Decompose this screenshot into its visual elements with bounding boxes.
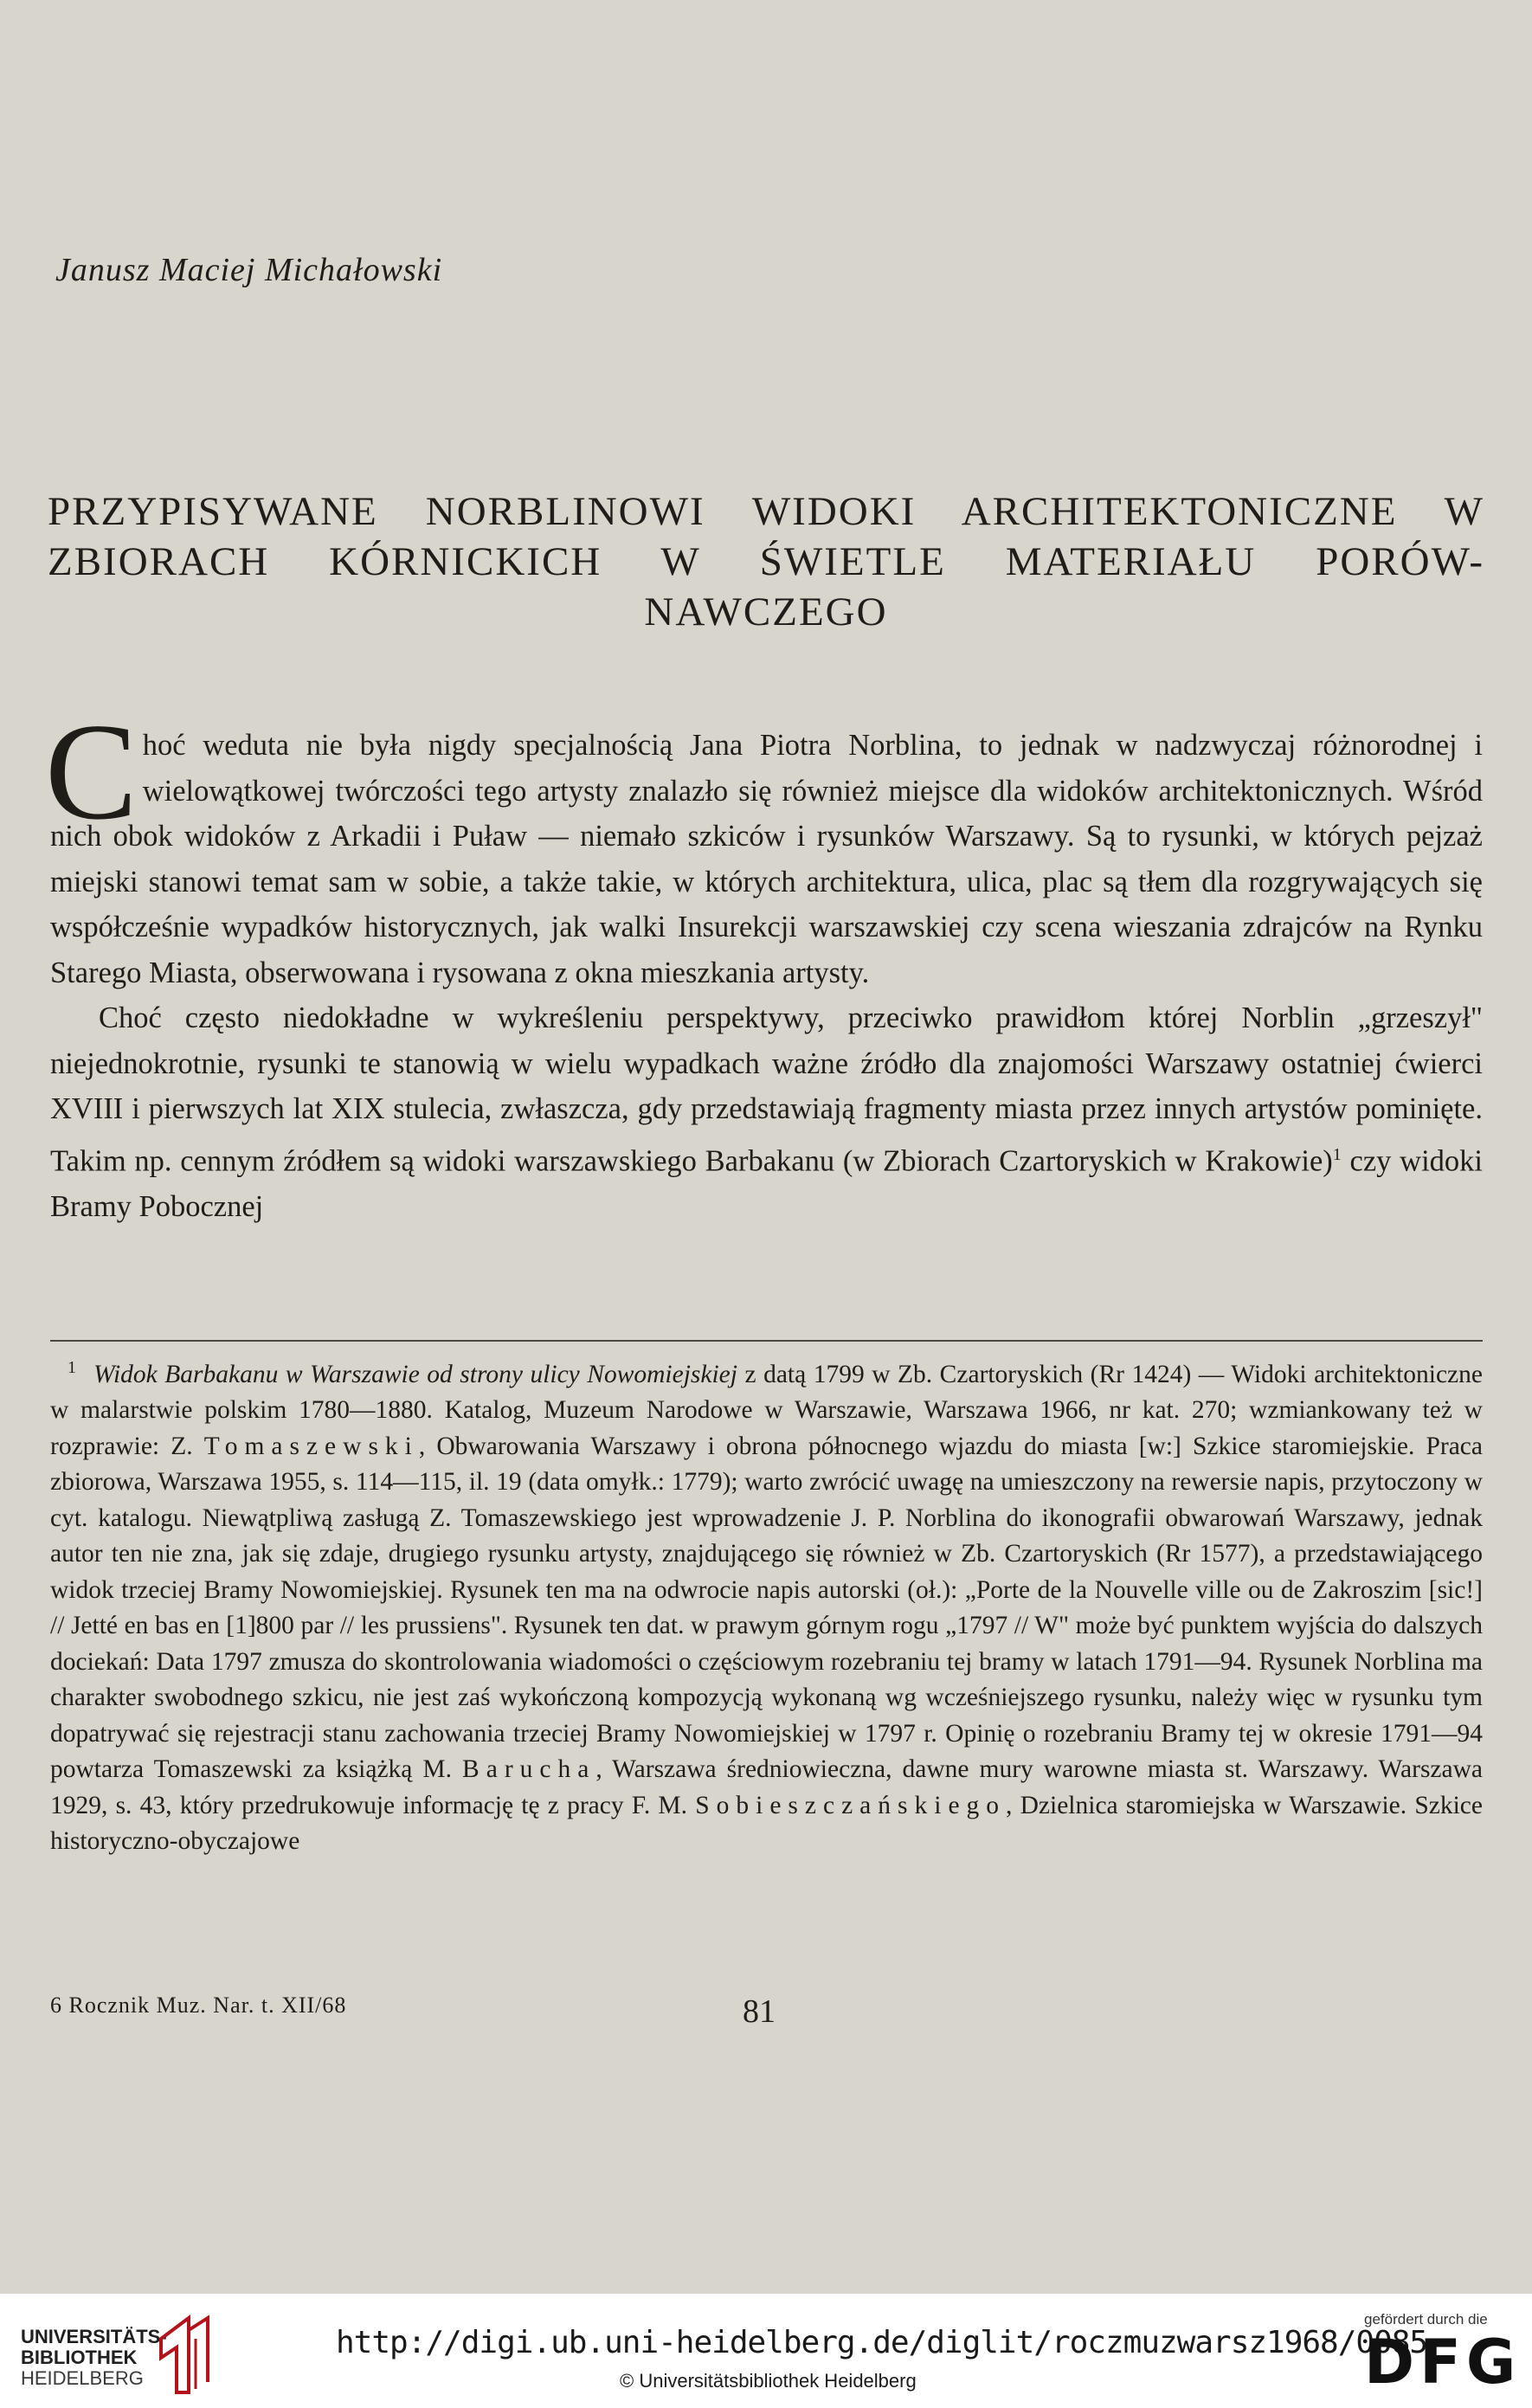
footnote-text-2: , Obwarowania Warszawy i obrona północnego wjazdu do miasta [w:] Szkice staromiejskie. Praca zbiorowa, Warszawa 1955, s. 114—115, il. 19 (data omyłk.: 1779); warto zwrócić uwagę na umieszczony na rewersie napis, przytoczony w cyt. katalogu. Niewątpliwą zasługą Z. Tomaszewskiego jest wprowadzenie J. P. Norblina do ikonografii obwarowań Warszawy, jednak autor ten nie zna, jak się zdaje, drugiego rysunku artysty, znajdującego się również w Zb. Czartoryskich (Rr 1577), a przedstawiającego widok trzeciej Bramy Nowomiejskiej. Rysunek ten ma na odwrocie napis autorski (oł.): „Porte de la Nouvelle ville ou de Zakroszim [sic!] // Jetté en bas en [1]800 par // les prussiens". Rysunek ten dat. w prawym górnym rogu „1797 // W" może być punktem wyjścia do dalszych dociekań: Data 1797 zmusza do skontrolowania wiadomości o częściowym rozebraniu tej bramy w latach 1791—94. Rysunek Norblina ma charakter swobodnego szkicu, nie jest zaś wykończoną kompozycją wykonaną wg wcześniejszego rysunku, należy więc w rysunku tym dopatrywać się rejestracji stanu zachowania trzeciej Bramy Nowomiejskiej w 1797 r. Opinię o rozebraniu Bramy tej w okresie 1791—94 powtarza Tomaszewski za książką M. [50,1432,1483,1784]
library-logo-icon [154,2313,215,2396]
footnote-number: 1 [68,1358,76,1377]
volume-signature: 6 Rocznik Muz. Nar. t. XII/68 [50,1993,347,2018]
author-name: Janusz Maciej Michałowski [55,252,443,288]
footnote-italic-title: Widok Barbakanu w Warszawie od strony ulicy Nowomiejskiej [93,1360,737,1388]
library-name [21,2327,167,2389]
footnote-spaced-author-2: Barucha [462,1755,596,1784]
paragraph-2-text: Choć często niedokładne w wykreśleniu perspektywy, przeciwko prawidłom której Norblin „grzeszył" niejednokrotnie, rysunki te stanowią w wielu wypadkach ważne źródło dla znajomości Warszawy ostatniej ćwierci XVIII i pierwszych lat XIX stulecia, zwłaszcza, gdy przedstawiają fragmenty miasta przez innych artystów pominięte. Takim np. cennym źródłem są widoki warszawskiego Barbakanu (w Zbiorach Czartoryskich w Krakowie) [50,1001,1483,1177]
drop-cap: C [45,694,138,848]
footnote-spaced-author-1: Tomaszewski [203,1432,419,1460]
funding-label: gefördert durch die [1364,2311,1488,2328]
footnote-text-1: z datą 1799 w Zb. Czartoryskich (Rr 1424) — Widoki architektoniczne w malarstwie polskim 1780—1880. Katalog, Muzeum Narodowe w Warszawie, Warszawa 1966, nr kat. 270; wzmiankowany też w rozprawie: Z. [50,1360,1483,1460]
page-number: 81 [743,1993,776,2030]
library-name-line-3: HEIDELBERG [21,2367,144,2389]
footnote-divider [50,1340,1483,1342]
footnote-1 [50,1350,1483,1860]
paragraph-1 [45,694,1483,995]
copyright-notice: © Universitätsbibliothek Heidelberg [620,2370,917,2392]
library-name-line-1: UNIVERSITÄTS- [21,2326,167,2347]
footnote-reference: 1 [1332,1144,1342,1164]
footnote-text-3: , Warszawa średniowieczna, dawne mury warowne miasta st. Warszawy. Warszawa 1929, s. 43, który przedrukowuje informację tę z pracy F. M. [50,1755,1484,1819]
library-name-line-2: BIBLIOTHEK [21,2347,138,2368]
article-title: PRZYPISYWANE NORBLINOWI WIDOKI ARCHITEKTONICZNE W ZBIORACH KÓRNICKICH W ŚWIETLE MATERIAŁU PORÓW-NAWCZEGO [48,489,1484,634]
paragraph-2 [50,995,1483,1229]
viewer-footer-bar [0,2294,1532,2408]
paragraph-1-text: hoć weduta nie była nigdy specjalnością Jana Piotra Norblina, to jednak w nadzwyczaj różnorodnej i wielowątkowej twórczości tego artysty znalazło się również miejsce dla widoków architektonicznych. Wśród nich obok widoków z Arkadii i Puław — niemało szkiców i rysunków Warszawy. Są to rysunki, w których pejzaż miejski stanowi temat sam w sobie, a także takie, w których architektura, ulica, plac są tłem dla rozgrywających się współcześnie wypadków historycznych, jak walki Insurekcji warszawskiej czy scena wieszania zdrajców na Rynku Starego Miasta, obserwowana i rysowana z okna mieszkania artysty. [50,729,1483,989]
footnote-text-4: , Dzielnica staromiejska w Warszawie. Szkice historyczno-obyczajowe [50,1791,1483,1856]
dfg-logo: DFG [1364,2327,1522,2398]
paragraph-2-text-end: czy widoki Bramy Pobocznej [50,1144,1483,1223]
permalink-url[interactable]: http://digi.ub.uni-heidelberg.de/diglit/roczmuzwarsz1968/0085 [336,2325,1428,2360]
article-body [45,694,1483,1229]
footnote-spaced-author-3: Sobieszczańskiego [695,1791,1007,1819]
